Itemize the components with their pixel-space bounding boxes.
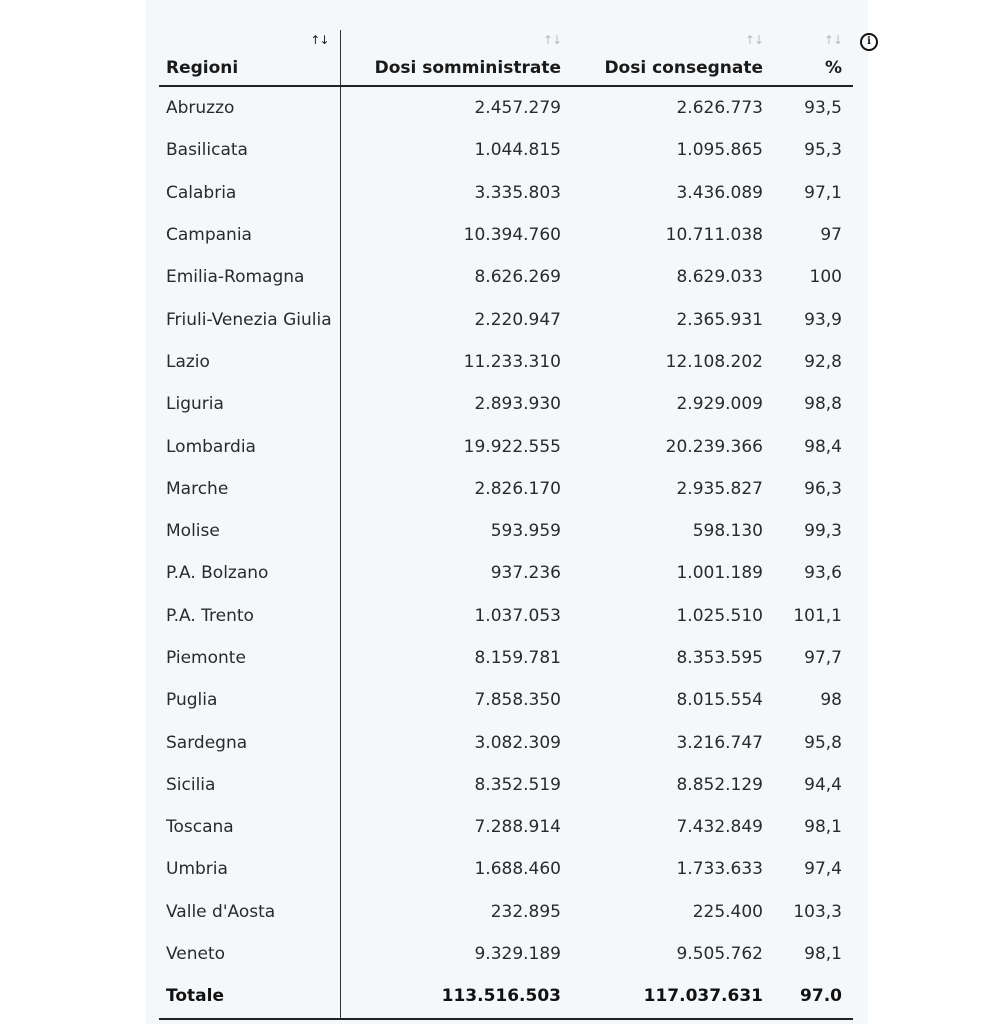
sort-arrows-icon[interactable]: ↑↓ (310, 33, 329, 47)
cell-dosi-somministrate: 1.044.815 (474, 140, 561, 161)
header-row (159, 30, 853, 86)
column-header-label: Dosi consegnate (604, 58, 763, 78)
cell-region: Emilia-Romagna (159, 256, 340, 298)
cell-dosi-somministrate: 2.220.947 (474, 309, 561, 330)
cell-dosi-consegnate: 8.353.595 (676, 648, 763, 668)
cell-region: Lazio (159, 341, 340, 383)
cell-region: Molise (159, 510, 340, 552)
total-percent: 97.0 (774, 975, 853, 1018)
cell-percent: 93,5 (804, 98, 842, 119)
cell-dosi-consegnate: 3.216.747 (676, 732, 763, 753)
cell-dosi-consegnate: 1.001.189 (676, 563, 763, 584)
cell-dosi-somministrate: 2.893.930 (474, 394, 561, 415)
cell-region: Toscana (159, 806, 340, 848)
table-row (159, 172, 853, 214)
cell-dosi-consegnate: 598.130 (692, 521, 763, 542)
table-row (159, 425, 853, 467)
cell-dosi-consegnate: 12.108.202 (665, 351, 763, 372)
cell-percent: 92,8 (804, 351, 842, 372)
total-label: Totale (159, 975, 340, 1018)
cell-percent: 98,1 (804, 944, 842, 965)
cell-dosi-consegnate: 2.626.773 (676, 98, 763, 119)
total-delivered: 117.037.631 (572, 975, 774, 1018)
cell-percent: 97,7 (804, 648, 842, 668)
cell-region: P.A. Bolzano (159, 552, 340, 594)
column-header-regioni[interactable] (159, 30, 340, 86)
cell-dosi-somministrate: 232.895 (490, 901, 561, 922)
table-row (159, 891, 853, 933)
sort-arrows-icon[interactable]: ↑↓ (823, 33, 842, 47)
cell-region: Valle d'Aosta (159, 891, 340, 933)
cell-dosi-somministrate: 3.082.309 (474, 732, 561, 753)
cell-dosi-consegnate: 1.095.865 (676, 140, 763, 161)
cell-percent: 95,3 (804, 140, 842, 161)
cell-percent: 100 (809, 267, 842, 288)
cell-region: Liguria (159, 383, 340, 425)
info-icon[interactable]: i (860, 33, 878, 51)
cell-dosi-somministrate: 8.352.519 (474, 774, 561, 795)
cell-region: Puglia (159, 679, 340, 721)
cell-dosi-consegnate: 3.436.089 (676, 182, 763, 203)
cell-dosi-somministrate: 1.688.460 (474, 859, 561, 880)
cell-dosi-somministrate: 1.037.053 (474, 605, 561, 626)
table-row (159, 468, 853, 510)
table-row (159, 298, 853, 340)
table-body (159, 86, 853, 975)
table-row (159, 256, 853, 298)
sort-arrows-icon[interactable]: ↑↓ (542, 33, 561, 47)
cell-dosi-somministrate: 8.159.781 (474, 648, 561, 668)
cell-region: Lombardia (159, 425, 340, 467)
cell-percent: 97,4 (804, 859, 842, 880)
cell-percent: 93,9 (804, 309, 842, 330)
column-header-dosi-consegnate[interactable] (572, 30, 774, 86)
table-row (159, 86, 853, 129)
cell-percent: 97 (820, 225, 842, 246)
column-header-label: Regioni (166, 58, 239, 78)
table-row (159, 510, 853, 552)
cell-dosi-somministrate: 11.233.310 (463, 351, 561, 372)
table-row (159, 552, 853, 594)
cell-dosi-consegnate: 20.239.366 (665, 436, 763, 457)
cell-percent: 93,6 (804, 563, 842, 584)
column-header-label: Dosi somministrate (374, 58, 561, 78)
vaccination-table (159, 30, 853, 1020)
table-row (159, 637, 853, 679)
table-row (159, 806, 853, 848)
cell-dosi-consegnate: 8.629.033 (676, 267, 763, 288)
cell-dosi-consegnate: 1.025.510 (676, 605, 763, 626)
cell-region: Umbria (159, 848, 340, 890)
column-header-label: % (824, 58, 842, 78)
cell-dosi-somministrate: 2.826.170 (474, 478, 561, 499)
cell-percent: 96,3 (804, 478, 842, 499)
cell-region: Sardegna (159, 721, 340, 763)
cell-dosi-consegnate: 1.733.633 (676, 859, 763, 880)
total-administered: 113.516.503 (340, 975, 572, 1018)
total-row (159, 975, 853, 1018)
column-header-dosi-somministrate[interactable] (340, 30, 572, 86)
table-row (159, 383, 853, 425)
sort-arrows-icon[interactable]: ↑↓ (744, 33, 763, 47)
cell-percent: 97,1 (804, 182, 842, 203)
cell-region: Basilicata (159, 129, 340, 171)
cell-dosi-somministrate: 3.335.803 (474, 182, 561, 203)
cell-dosi-somministrate: 10.394.760 (463, 225, 561, 246)
cell-percent: 98,4 (804, 436, 842, 457)
cell-dosi-somministrate: 19.922.555 (463, 436, 561, 457)
cell-dosi-somministrate: 8.626.269 (474, 267, 561, 288)
table-row (159, 933, 853, 975)
table-row (159, 129, 853, 171)
column-header-percent[interactable] (774, 30, 853, 86)
cell-percent: 94,4 (804, 774, 842, 795)
cell-percent: 98,1 (804, 817, 842, 838)
table-row (159, 595, 853, 637)
table-row (159, 764, 853, 806)
cell-dosi-consegnate: 225.400 (692, 901, 763, 922)
cell-region: Marche (159, 468, 340, 510)
cell-region: P.A. Trento (159, 595, 340, 637)
cell-percent: 101,1 (793, 605, 842, 626)
cell-region: Campania (159, 214, 340, 256)
cell-dosi-consegnate: 8.015.554 (676, 690, 763, 711)
cell-dosi-somministrate: 7.858.350 (474, 690, 561, 711)
cell-region: Piemonte (159, 637, 340, 679)
cell-dosi-somministrate: 9.329.189 (474, 944, 561, 965)
table-row (159, 214, 853, 256)
cell-region: Veneto (159, 933, 340, 975)
cell-dosi-consegnate: 2.365.931 (676, 309, 763, 330)
cell-percent: 98,8 (804, 394, 842, 415)
table-row (159, 721, 853, 763)
cell-dosi-somministrate: 937.236 (490, 563, 561, 584)
cell-dosi-somministrate: 2.457.279 (474, 98, 561, 119)
cell-dosi-consegnate: 8.852.129 (676, 774, 763, 795)
cell-percent: 95,8 (804, 732, 842, 753)
cell-region: Friuli-Venezia Giulia (159, 298, 340, 340)
cell-region: Calabria (159, 172, 340, 214)
cell-region: Abruzzo (159, 86, 340, 129)
cell-percent: 99,3 (804, 521, 842, 542)
table-row (159, 848, 853, 890)
cell-dosi-somministrate: 7.288.914 (474, 817, 561, 838)
cell-dosi-consegnate: 9.505.762 (676, 944, 763, 965)
cell-region: Sicilia (159, 764, 340, 806)
cell-dosi-consegnate: 10.711.038 (665, 225, 763, 246)
table-row (159, 341, 853, 383)
cell-dosi-somministrate: 593.959 (490, 521, 561, 542)
table-row (159, 679, 853, 721)
cell-dosi-consegnate: 7.432.849 (676, 817, 763, 838)
cell-dosi-consegnate: 2.935.827 (676, 478, 763, 499)
cell-percent: 103,3 (793, 901, 842, 922)
cell-dosi-consegnate: 2.929.009 (676, 394, 763, 415)
cell-percent: 98 (820, 690, 842, 711)
